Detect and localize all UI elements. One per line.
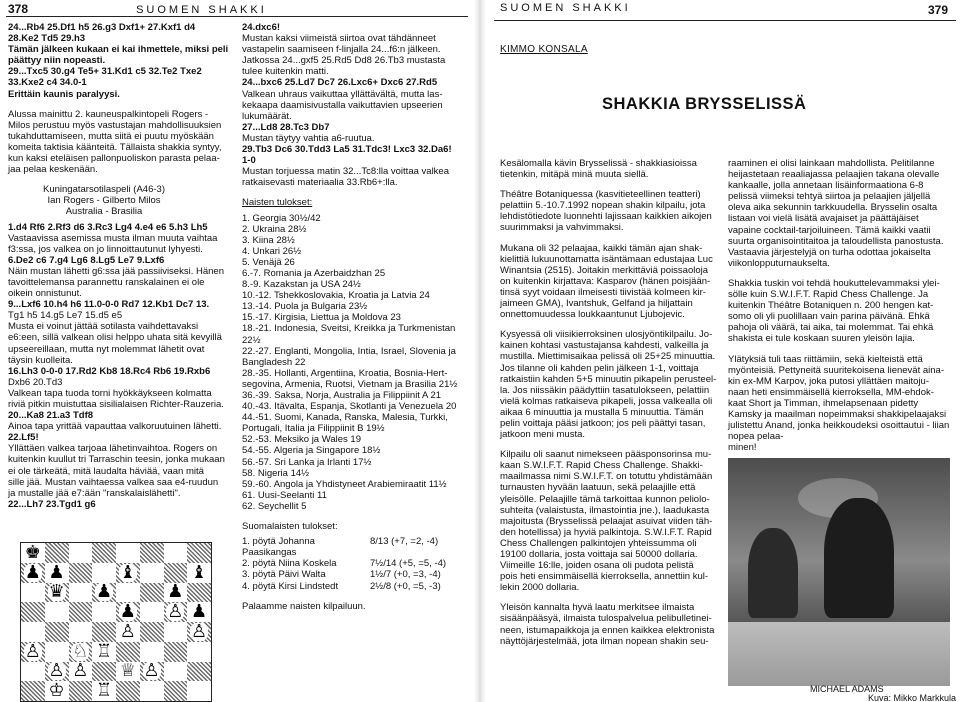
board-square: [187, 622, 211, 642]
text-line: Mustan torjuessa matin 32...Tc8:lla voittaa valkea: [242, 166, 449, 178]
board-square: [69, 622, 93, 642]
board-square: [45, 563, 69, 583]
board-square: [116, 662, 140, 682]
board-square: [164, 583, 188, 603]
board-square: [21, 622, 45, 642]
header-line: Kuningatarsotilaspeli (A46-3): [43, 184, 165, 196]
text-line: [500, 320, 722, 329]
text-line: mustilla. Miettimisaikaa pelissä oli 25+25 minuuttia.: [500, 351, 716, 363]
text-line: tukahduttamiseen, mutta siitä ei puutu myöskään: [8, 130, 214, 142]
board-square: [187, 543, 211, 563]
text-line: Kesälomalla kävin Brysselissä - shakkiasioissa: [500, 158, 697, 169]
text-line: kainen kohtasi vastustajansa kahdesti, valkeilla ja: [500, 340, 709, 352]
text-line: Näin mustan lähetti g6:ssa jää passiiviseksi. Hänen: [8, 265, 224, 277]
results-line: 54.-55. Algeria ja Singapore 18½: [242, 445, 381, 457]
game-moves-intro: [8, 22, 230, 100]
text-line: 19100 dollaria, josta voittaja sai 50000 dollaria.: [500, 549, 698, 560]
text-line: [728, 345, 954, 354]
white-pawn-icon: ♙: [24, 640, 41, 662]
text-line: vapaine cocktail-tarjoiluineen. Tämä kaikki vaatii: [728, 224, 931, 236]
black-bishop-icon: ♝: [119, 561, 136, 583]
text-line: kankaalle, jolla annetaan lisäinformaationa 6-8: [728, 180, 924, 192]
results-line: segovina, Armenia, Ruotsi, Vietnam ja Brasilia 21½: [242, 378, 458, 390]
text-line: myönteisiä. Pettyneitä suuritekoisena lienevät aina-: [728, 364, 944, 376]
board-square: [21, 681, 45, 701]
finnish-result-row: [242, 536, 466, 558]
text-line: pois heti ensimmäisellä kierroksella, annettiin kul-: [500, 571, 709, 583]
article-headline: SHAKKIA BRYSSELISSÄ: [602, 95, 807, 113]
text-line: suhteita (valaistusta, ilmastointia jne.), laadukasta: [500, 504, 710, 516]
white-rook-icon: ♖: [96, 680, 113, 702]
text-line: Milos perustuu myös vastustajan mahdollisuuksien: [8, 119, 222, 131]
board-square: [69, 681, 93, 701]
board-square: [21, 583, 45, 603]
text-line: jaimeen GMA), Ivantshuk, Gelfand ja hiljattain: [500, 298, 693, 310]
caption-name: MICHAEL ADAMS: [810, 684, 884, 694]
text-line: tinsä syyt voidaan ilmeisesti tiivistää kolmeen kir-: [500, 286, 706, 298]
right-column-1: [500, 158, 722, 647]
text-line: Kysyessä oli viisikierroksinen ulosjyöntikilpailu. Jo-: [500, 329, 713, 341]
black-queen-icon: ♛: [48, 581, 65, 603]
board-square: [140, 662, 164, 682]
text-line: päättyy niin nopeasti.: [8, 55, 106, 67]
board-square: [187, 602, 211, 622]
text-line: Ainoa tapa yrittää vapauttaa valkoruutuinen lähetti.: [8, 421, 222, 433]
text-line: pelissä viimeksi tehtyä siirtoa ja pelaajien jäljellä: [728, 191, 931, 203]
text-line: 29.Tb3 Dc6 30.Tdd3 La5 31.Tdc3! Lxc3 32.Da6!: [242, 144, 452, 156]
text-line: yleisölle. Pelaajille tämä tarkoittaa kunnon peliolo-: [500, 493, 710, 505]
game-continuation: [242, 22, 466, 188]
board-square: [45, 543, 69, 563]
board-square: [116, 642, 140, 662]
text-line: e6:een, sillä valkean olisi helppo uhata sitä kevyillä: [8, 332, 222, 344]
text-line: Tämän jälkeen kukaan ei kai ihmettele, miksi peli: [8, 44, 229, 56]
results-line: 18.-21. Indonesia, Sveitsi, Kreikka ja Turkmenistan: [242, 323, 456, 335]
text-line: Kilpailu oli saanut nimekseen pääsponsorinsa mu-: [500, 449, 712, 461]
left-magazine-title: SUOMEN SHAKKI: [136, 4, 267, 16]
text-line: Yllättäen valkea tarjoaa lähetinvaihtoa. Rogers on: [8, 443, 218, 455]
text-line: majoitusta (Brysselissä pelaajat asuivat viiden täh-: [500, 515, 713, 527]
finnish-results-title: Suomalaisten tulokset:: [242, 521, 338, 533]
right-column-2: [728, 158, 954, 453]
text-line: Théâtre Botaniquessa (kasvitieteellinen teatteri): [500, 189, 701, 201]
text-line: kuitenkin kuullut tri Tarraschin teesin, jonka mukaan: [8, 454, 225, 466]
board-square: [116, 583, 140, 603]
white-pawn-icon: ♙: [143, 660, 160, 682]
text-line: 1-0: [242, 155, 256, 167]
results-line: 6.-7. Romania ja Azerbaidzhan 25: [242, 267, 386, 279]
board-square: [164, 563, 188, 583]
player-name: 3. pöytä Päivi Walta: [242, 569, 326, 581]
board-square: [140, 543, 164, 563]
board-square: [140, 583, 164, 603]
text-line: on kuitenkin kirjattava: Kasparov (hänen poisjään-: [500, 275, 711, 287]
board-square: [187, 642, 211, 662]
text-line: maailmassa nimi S.W.I.F.T. on totuttu yhdistämään: [500, 471, 713, 483]
board-square: [164, 622, 188, 642]
board-square: [92, 583, 116, 603]
left-page: [0, 0, 470, 702]
text-line: riviä pitkin muistuttaa sisilialaisen Richter-Rauzeria.: [8, 399, 224, 410]
player-name: 1. pöytä Johanna Paasikangas: [242, 536, 315, 559]
left-page-number: 378: [8, 2, 29, 16]
board-square: [187, 563, 211, 583]
right-page-number: 379: [928, 3, 949, 17]
finnish-result-row: [242, 569, 466, 580]
text-line: 1.d4 Rf6 2.Rf3 d6 3.Rc3 Lg4 4.e4 e6 5.h3 Lh5: [8, 221, 208, 233]
board-square: [69, 642, 93, 662]
text-line: kin ex-MM Karpov, joka putosi yllättäen maitoju-: [728, 375, 929, 387]
player-name: 2. pöytä Niina Koskela: [242, 558, 337, 570]
game-score: [8, 222, 230, 510]
text-line: Ylätyksiä tuli taas riittämiin, sekä kielteistä että: [728, 353, 923, 365]
results-line: 61. Uusi-Seelanti 11: [242, 489, 327, 501]
text-line: komeita taktisia käänteitä. Tällaista shakkia syntyy,: [8, 141, 222, 153]
board-square: [116, 622, 140, 642]
text-line: Yleisön kannalta hyvä laatu merkitsee ilmaista: [500, 602, 695, 614]
black-bishop-icon: ♝: [191, 561, 208, 583]
white-pawn-icon: ♙: [191, 620, 208, 642]
text-line: sölle kuin S.W.I.F.T. Rapid Chess Challenge. Ja: [728, 289, 929, 301]
left-column-1: [8, 22, 230, 510]
board-square: [21, 662, 45, 682]
right-running-head: [500, 2, 949, 17]
byline-block: [500, 44, 710, 55]
text-line: pelin voittaja pääsi jatkoon; jos peli päättyi tasan,: [500, 417, 706, 429]
black-pawn-icon: ♟: [167, 581, 184, 603]
closing-line: Palaamme naisten kilpailuun.: [242, 600, 366, 612]
text-line: vastapelin saamiseen f-linjalla 24...f6:n jälkeen.: [242, 44, 441, 56]
board-square: [69, 583, 93, 603]
board-square: [45, 602, 69, 622]
caption-credit: Kuva: Mikko Markkula: [867, 693, 956, 702]
text-line: täysin kuolleita.: [8, 354, 73, 366]
board-square: [140, 602, 164, 622]
board-square: [116, 602, 140, 622]
text-line: 29...Txc5 30.g4 Te5+ 31.Kd1 c5 32.Te2 Txe2: [8, 66, 202, 78]
board-square: [116, 543, 140, 563]
text-line: tulee kuitenkin matti.: [242, 66, 329, 78]
photo-michael-adams: [728, 458, 950, 686]
board-square: [164, 662, 188, 682]
text-line: Jatkossa 24...gxf5 25.Rd5 Dd8 26.Tb3 mustasta: [242, 55, 446, 67]
text-line: sille jää. Mustan vaihtaessa valkea saa e4-ruudun: [8, 476, 219, 488]
text-line: Erittäin kaunis paralyysi.: [8, 88, 120, 100]
right-header-rule: [494, 20, 956, 21]
results-line: 22.-27. Englanti, Mongolia, Intia, Israel, Slovenia ja: [242, 345, 456, 357]
board-square: [69, 543, 93, 563]
text-line: Tg1 h5 14.g5 Le7 15.d5 e5: [8, 310, 123, 322]
text-line: shakista ei tule koskaan suuren yleisön lajia.: [728, 333, 915, 345]
white-king-icon: ♔: [48, 680, 65, 702]
text-line: Dxb6 20.Td3: [8, 376, 63, 388]
text-line: 20...Ka8 21.a3 Tdf8: [8, 410, 94, 422]
results-line: 1. Georgia 30½/42: [242, 212, 321, 224]
board-square: [92, 563, 116, 583]
results-line: 8.-9. Kazakstan ja USA 24½: [242, 279, 361, 291]
board-square: [92, 622, 116, 642]
game-header: [8, 184, 230, 217]
text-line: f3:ssa, jos valkea on jo linnoittautunut lyhyesti.: [8, 243, 203, 255]
text-line: pelattiin 5.-10.7.1992 nopean shakin kilpailu, jota: [500, 200, 706, 212]
text-line: 22...Lh7 23.Tgd1 g6: [8, 498, 96, 510]
right-magazine-title: SUOMEN SHAKKI: [500, 2, 631, 14]
black-pawn-icon: ♟: [24, 561, 41, 583]
board-square: [21, 602, 45, 622]
board-square: [69, 662, 93, 682]
results-line: Portugali, Italia ja Filippiinit B 19½: [242, 423, 385, 435]
white-knight-icon: ♘: [72, 640, 89, 662]
text-line: la. Jos niissäkin päädyttiin tasatulokseen, pelattiin: [500, 384, 710, 396]
results-line: 4. Unkari 26½: [242, 245, 302, 257]
left-running-head: [8, 2, 267, 16]
board-square: [21, 563, 45, 583]
results-line: 40.-43. Itävalta, Espanja, Skotlanti ja Venezuela 20: [242, 401, 457, 413]
text-line: [728, 269, 954, 278]
white-rook-icon: ♖: [96, 640, 113, 662]
black-pawn-icon: ♟: [191, 601, 208, 623]
text-line: heijastetaan reaaliajassa pelaajien takana olevalle: [728, 169, 940, 181]
left-column-2: [242, 22, 466, 612]
results-line: Bangladesh 22: [242, 356, 306, 368]
player-name: 4. pöytä Kirsi Lindstedt: [242, 580, 339, 592]
text-line: vielä kolmas ratkaiseva pikapeli, jossa valkealla oli: [500, 395, 713, 407]
text-line: näyttöjärjestelmää, jota ilman nopean shakin seu-: [500, 635, 709, 647]
right-page: [490, 0, 960, 702]
text-line: naan heti ensimmäisellä kierroksella, MM-ehdok-: [728, 386, 934, 398]
text-line: Winantsia (2515). Joitakin merkittäviä poissaoloja: [500, 264, 709, 276]
text-line: Mustan kaksi viimeistä siirtoa ovat tähdänneet: [242, 33, 436, 45]
text-line: ratkaisevasti materiaalia 33.Rb6+:lla.: [242, 177, 398, 189]
text-line: ratkaistiin kahden 5+5 minuutin pikapelin perusteel-: [500, 373, 717, 385]
results-line: 59.-60. Angola ja Yhdistyneet Arabiemiraatit 11½: [242, 478, 447, 490]
board-square: [116, 563, 140, 583]
text-line: julistettu Anand, jonka heikkoudeksi osoittautui - liian nopea pelaa-: [728, 420, 950, 443]
board-square: [116, 681, 140, 701]
text-line: 24...Rb4 25.Df1 h5 26.g3 Dxf1+ 27.Kxf1 d4: [8, 22, 196, 33]
text-line: Shakkia tuskin voi tehdä houkuttelevammaksi ylei-: [728, 277, 940, 289]
text-line: kekaapa daamisivustalla vaikuttavien upseerien: [242, 99, 443, 111]
commentary-paragraph: [8, 109, 230, 176]
text-line: kaan S.W.I.F.T. Rapid Chess Challenge. Shakki-: [500, 460, 703, 472]
text-line: 22.Lf5!: [8, 432, 39, 444]
board-square: [187, 681, 211, 701]
board-square: [140, 681, 164, 701]
results-line: 44.-51. Suomi, Kanada, Ranska, Malesia, Turkki,: [242, 412, 448, 424]
text-line: kuitenkin Théâtre Botaniquen n. 200 hengen kat-: [728, 300, 934, 312]
board-square: [164, 642, 188, 662]
white-pawn-icon: ♙: [119, 620, 136, 642]
board-square: [69, 563, 93, 583]
text-line: [500, 234, 722, 243]
text-line: Alussa mainittu 2. kauneuspalkintopeli Rogers -: [8, 108, 209, 120]
text-line: lukumäärät.: [242, 110, 292, 122]
board-square: [45, 583, 69, 603]
text-line: viikonlopputurnaukselta.: [728, 257, 830, 269]
board-square: [164, 681, 188, 701]
text-line: sisäänpääsyä, ilmaista tulospalvelua pelibulletinei-: [500, 613, 712, 625]
player-score: 1½/7 (+0, =3, -4): [370, 569, 441, 581]
player-score: 7½/14 (+5, =5, -4): [370, 558, 447, 570]
text-line: Jos tilanne oli kahden pelin jälkeen 1-1, voittaja: [500, 362, 699, 374]
text-line: pahoja oli väärä, tai aika, tai molemmat. Tai ehkä: [728, 322, 934, 334]
results-line: 15.-17. Kirgisia, Liettua ja Moldova 23: [242, 312, 401, 324]
board-square: [92, 681, 116, 701]
black-pawn-icon: ♟: [96, 581, 113, 603]
black-pawn-icon: ♟: [48, 561, 65, 583]
results-line: 58. Nigeria 14½: [242, 467, 310, 479]
results-line: 10.-12. Tshekkoslovakia, Kroatia ja Latvia 24: [242, 290, 430, 302]
board-square: [92, 642, 116, 662]
photo-credit-wrap: [810, 693, 956, 702]
text-line: Valkean tapa tuoda torni hyökkäykseen kolmatta: [8, 387, 212, 399]
text-line: 16.Lh3 0-0-0 17.Rd2 Kb8 18.Rc4 Rb6 19.Rxb6: [8, 365, 211, 377]
header-line: Australia - Brasilia: [65, 206, 143, 218]
text-line: kielittiä lukuunottamatta isäntämaan edustajaa Luc: [500, 253, 713, 265]
text-line: 28.Ke2 Td5 29.h3: [8, 33, 86, 45]
text-line: kun kaksi eteläisen pallonpuoliskon parasta pelaa-: [8, 153, 220, 165]
text-line: ei ole tärkeätä, mitä laudalta häviää, vaan mitä: [8, 465, 204, 477]
text-line: aikaa 6 minuuttia ja mustalla 5 minuuttia. Tämän: [500, 406, 704, 418]
text-line: lekin 2000 dollaria.: [500, 582, 580, 594]
board-square: [92, 662, 116, 682]
board-square: [140, 642, 164, 662]
text-line: turnausten hyvään laatuun, sekä pelaajille että: [500, 482, 696, 494]
text-line: kaat Short ja Timman, ihmelapsenaan pidetty: [728, 397, 919, 409]
white-queen-icon: ♕: [119, 660, 136, 682]
white-pawn-icon: ♙: [167, 601, 184, 623]
text-line: Mustan täytyy vahtia a6-ruutua.: [242, 132, 375, 144]
text-line: [500, 180, 722, 189]
player-score: 8/13 (+7, =2, -4): [370, 536, 439, 548]
text-line: [500, 593, 722, 602]
text-line: minen!: [728, 442, 757, 454]
text-line: 27...Ld8 28.Tc3 Db7: [242, 121, 330, 133]
player-score: 2½/8 (+0, =5, -3): [370, 580, 441, 592]
page-gutter: [474, 0, 486, 702]
results-line: 2. Ukraina 28½: [242, 223, 307, 235]
finnish-results-list: [242, 536, 466, 591]
text-line: tavoittelemansa parannettu ranskalainen ei ole: [8, 276, 205, 288]
results-list: [242, 213, 466, 513]
board-square: [45, 622, 69, 642]
finnish-result-row: [242, 581, 466, 592]
board-square: [45, 642, 69, 662]
text-line: Vastaavissa asemissa musta ilman muuta vaihtaa: [8, 232, 218, 244]
text-line: Viimeille 16:lle, joiden osana oli pudota pelistä: [500, 560, 694, 572]
finnish-result-row: [242, 558, 466, 569]
text-line: listaan voi vielä lisätä avajaiset ja päättäjäiset: [728, 213, 919, 225]
text-line: jaa pelaa keskenään.: [8, 164, 98, 176]
results-line: 3. Kiina 28½: [242, 234, 295, 246]
board-square: [140, 622, 164, 642]
text-line: 9...Lxf6 10.h4 h6 11.0-0-0 Rd7 12.Kb1 Dc7 13.: [8, 299, 210, 311]
text-line: oleva aika sekunnin tarkkuudella. Brysselin osalta: [728, 202, 938, 214]
text-line: Mukana oli 32 pelaajaa, kaikki tämän ajan shak-: [500, 242, 703, 254]
results-line: 28.-35. Hollanti, Argentiina, Kroatia, Bosnia-Hert-: [242, 367, 448, 379]
text-line: den hotellissa) ja hyviä palkintoja. S.W.I.F.T. Rapid: [500, 526, 712, 538]
board-square: [187, 662, 211, 682]
text-line: 24...bxc6 25.Ld7 Dc7 26.Lxc6+ Dxc6 27.Rd5: [242, 77, 438, 89]
text-line: Valkean uhraus vaikuttaa yllättävältä, mutta las-: [242, 88, 443, 100]
white-pawn-icon: ♙: [72, 660, 89, 682]
board-square: [164, 602, 188, 622]
black-king-icon: ♚: [24, 542, 41, 563]
text-line: 33.Kxe2 c4 34.0-1: [8, 77, 87, 89]
text-line: onnettomuudessa loukkaantunut Ljubojevic.: [500, 309, 685, 321]
text-line: tietenkin, mitäpä minä muuta siellä.: [500, 169, 649, 181]
text-line: Chess Challengen palkintojen yhteissumma oli: [500, 537, 697, 549]
chess-diagram: [20, 542, 212, 702]
text-line: raaminen ei olisi lainkaan mahdollista. Pelitilanne: [728, 158, 935, 169]
text-line: neen, istumapaikkoja ja ennen kaikkea elektronista: [500, 624, 715, 636]
results-line: 62. Seychellit 5: [242, 500, 307, 512]
header-line: Ian Rogers - Gilberto Milos: [47, 195, 161, 207]
text-line: upseereillaan, mutta nyt molemmat lähetit ovat: [8, 343, 205, 355]
board-square: [92, 602, 116, 622]
black-pawn-icon: ♟: [119, 601, 136, 623]
text-line: 6.De2 c6 7.g4 Lg6 8.Lg5 Le7 9.Lxf6: [8, 254, 165, 266]
board-square: [69, 602, 93, 622]
board-square: [45, 662, 69, 682]
board-square: [187, 583, 211, 603]
text-line: suurta organisointitaitoa ja taloudellista panostusta.: [728, 235, 944, 247]
results-line: 52.-53. Meksiko ja Wales 19: [242, 434, 361, 446]
board-square: [21, 642, 45, 662]
board-square: [45, 681, 69, 701]
board-square: [164, 543, 188, 563]
text-line: Kamsky ja maailman nopeimmaksi shakkipelaajaksi: [728, 408, 947, 420]
left-header-rule: [6, 16, 468, 17]
board-square: [92, 543, 116, 563]
text-line: 24.dxc6!: [242, 22, 281, 33]
text-line: jatkoon meni musta.: [500, 429, 586, 441]
text-line: lehdistötiedote luonnehti lajissaan kaikkien aikojen: [500, 211, 712, 223]
text-line: ja mustalle jää e7:ään "ranskalaislähetti".: [8, 487, 181, 499]
text-line: suurimmaksi ja vahvimmaksi.: [500, 222, 624, 234]
text-line: Musta ei voinut jättää sotilasta vaihdettavaksi: [8, 321, 199, 333]
text-line: oikein onnistunut.: [8, 288, 82, 300]
results-line: 5. Venäjä 26: [242, 256, 295, 268]
board-square: [21, 543, 45, 563]
results-title: Naisten tulokset:: [242, 197, 313, 209]
results-line: 36.-39. Saksa, Norja, Australia ja Filippiinit A 21: [242, 390, 442, 401]
results-line: 22½: [242, 334, 261, 346]
author-name: KIMMO KONSALA: [500, 44, 588, 55]
text-line: [500, 440, 722, 449]
text-line: somo oli yli puolillaan vain parina päivänä. Ehkä: [728, 311, 930, 323]
results-line: 56.-57. Sri Lanka ja Irlanti 17½: [242, 456, 372, 468]
white-pawn-icon: ♙: [48, 660, 65, 682]
results-line: 13.-14. Puola ja Bulgaria 23½: [242, 301, 368, 313]
text-line: Vastaavia järjestelyjä on turha odottaa jokaiselta: [728, 246, 931, 258]
board-square: [140, 563, 164, 583]
